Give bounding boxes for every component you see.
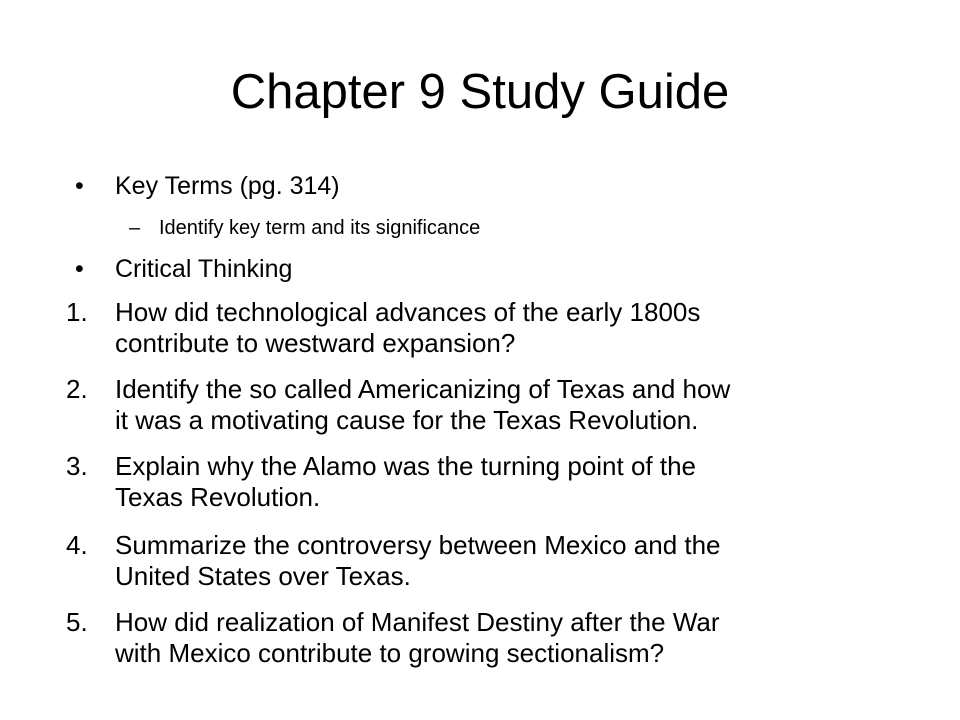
question-text xyxy=(115,297,700,359)
bullet-marker: • xyxy=(75,172,84,200)
question-text xyxy=(115,530,721,592)
question-number: 2. xyxy=(66,374,88,404)
question-number: 4. xyxy=(66,530,88,560)
question-line: contribute to westward expansion? xyxy=(115,328,516,358)
question-line: Texas Revolution. xyxy=(115,482,321,512)
question-number: 5. xyxy=(66,607,88,637)
question-line: Summarize the controversy between Mexico and the xyxy=(115,530,721,560)
question-line: it was a motivating cause for the Texas Revolution. xyxy=(115,405,699,435)
slide-title: Chapter 9 Study Guide xyxy=(230,65,730,119)
question-line: How did technological advances of the early 1800s xyxy=(115,297,701,327)
question-line: Identify the so called Americanizing of Texas and how xyxy=(115,374,731,404)
question-number: 1. xyxy=(66,297,88,327)
question-text xyxy=(115,451,696,513)
question-text xyxy=(115,607,720,669)
question-text xyxy=(115,374,730,436)
bullet-text: Critical Thinking xyxy=(115,255,293,283)
dash-marker: – xyxy=(129,217,141,239)
bullet-marker: • xyxy=(75,255,84,283)
sub-bullet-text: Identify key term and its significance xyxy=(159,217,481,239)
question-line: United States over Texas. xyxy=(115,561,411,591)
question-line: How did realization of Manifest Destiny after the War xyxy=(115,607,720,637)
question-number: 3. xyxy=(66,451,88,481)
bullet-text: Key Terms (pg. 314) xyxy=(115,172,340,200)
question-line: with Mexico contribute to growing sectionalism? xyxy=(115,638,665,668)
question-line: Explain why the Alamo was the turning point of the xyxy=(115,451,697,481)
